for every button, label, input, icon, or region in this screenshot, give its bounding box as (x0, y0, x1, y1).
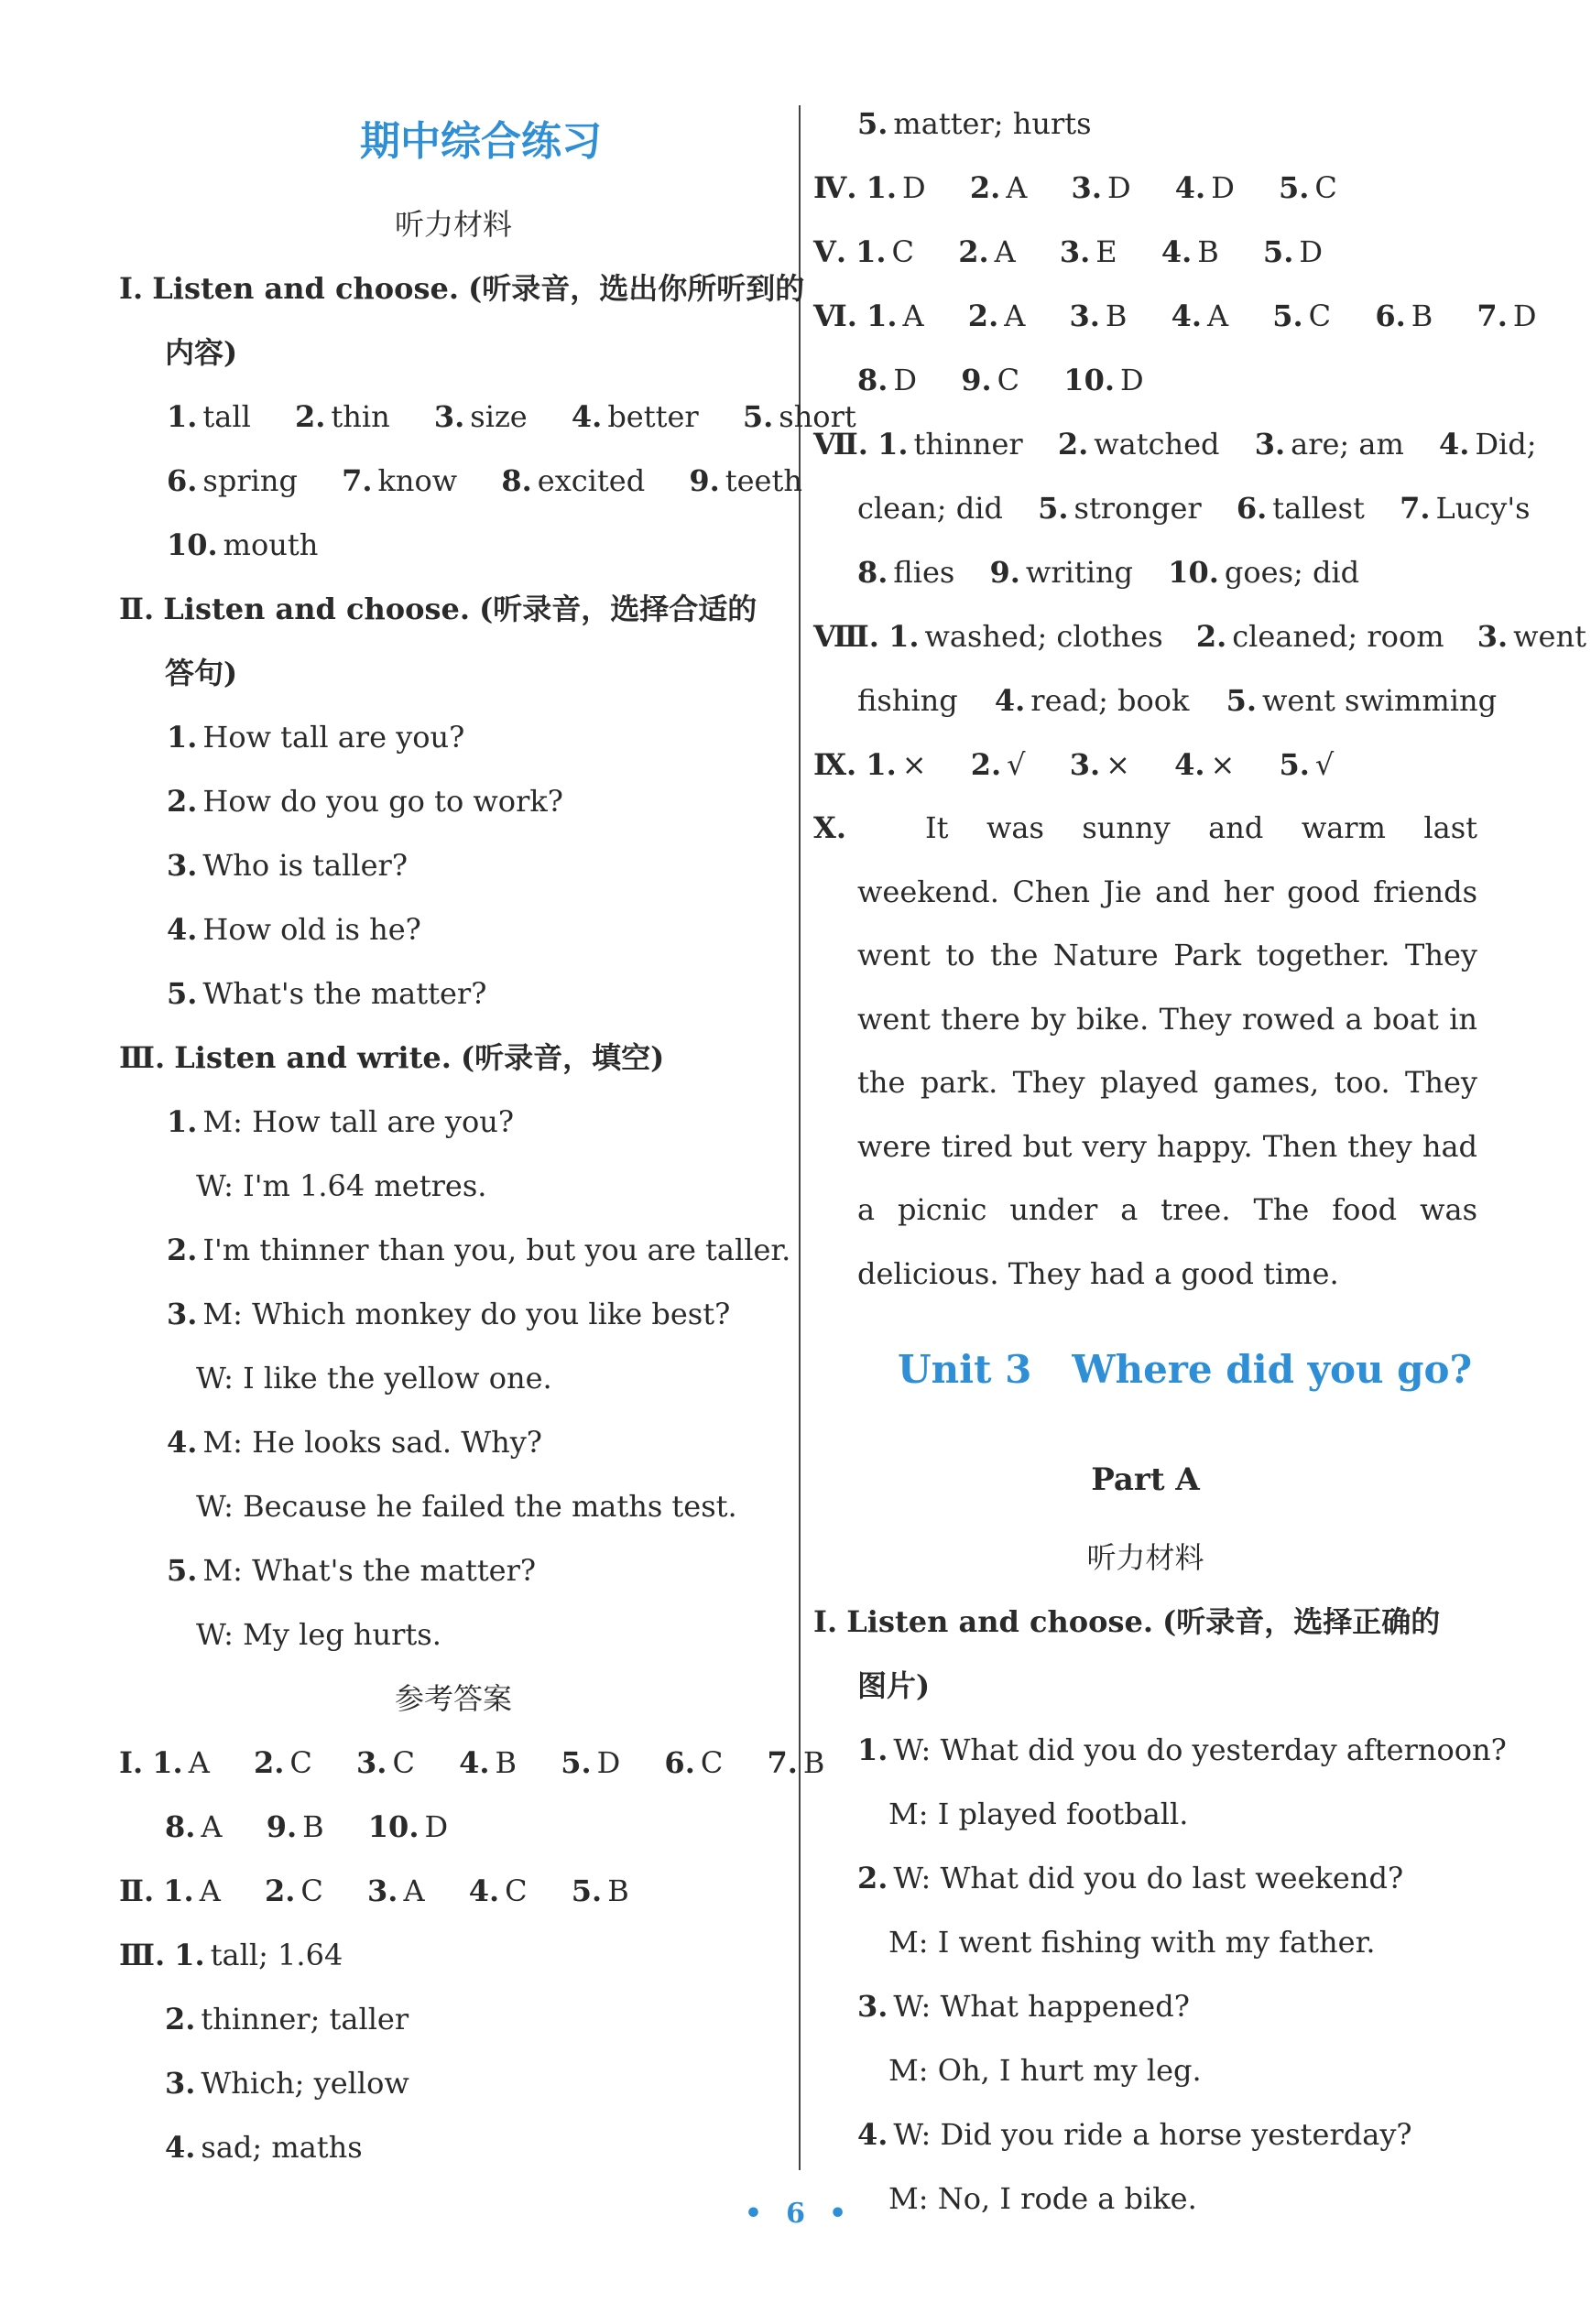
item-number: 4. (1174, 170, 1206, 205)
question-text: Who is taller? (202, 848, 408, 883)
item-number: 3. (356, 1745, 387, 1780)
item-number: 5. (1279, 747, 1310, 782)
dialog-line (119, 1154, 788, 1218)
answer: × (1106, 747, 1130, 782)
heading-en: Listen and choose. (846, 1604, 1153, 1639)
heading-en: Listen and write. (174, 1040, 452, 1075)
item-number: 8. (857, 363, 888, 397)
answer-row (813, 540, 1477, 604)
word: short (779, 399, 856, 434)
answer-row (813, 156, 1477, 220)
question-text: How tall are you? (202, 720, 465, 755)
item-number: 4. (1438, 427, 1470, 462)
word-row (119, 513, 788, 577)
item-number: 4. (1174, 747, 1205, 782)
item-number: 2. (969, 170, 1001, 205)
word: tall (202, 399, 251, 434)
question-text: What's the matter? (202, 976, 487, 1011)
answer: B (802, 1745, 825, 1780)
heading-cn: 图片) (857, 1668, 931, 1703)
page-number-value: 6 (786, 2198, 805, 2230)
answer: D (893, 363, 918, 397)
answer: watched (1094, 427, 1220, 462)
answer: C (891, 234, 915, 269)
answer: sad; maths (201, 2130, 363, 2165)
dialog-text: W: I'm 1.64 metres. (196, 1168, 487, 1203)
answer-row (813, 668, 1498, 733)
answer: B (302, 1809, 324, 1844)
dialog-text: W: What happened? (893, 1989, 1190, 2024)
item-number: 4. (167, 912, 198, 947)
item-number: 1. (888, 619, 920, 654)
answer: A (199, 1873, 221, 1908)
word: know (377, 463, 458, 498)
item-number: 9. (961, 363, 992, 397)
item-number: 8. (165, 1809, 196, 1844)
answer: Lucy's (1435, 491, 1531, 526)
item-number: 3. (1071, 170, 1102, 205)
word-row (119, 385, 856, 449)
item-number: 5. (1279, 170, 1310, 205)
item-number: 9. (989, 555, 1020, 590)
answer-row (119, 1987, 788, 2051)
item-number: 4. (167, 1425, 198, 1460)
item-number: 2. (958, 234, 989, 269)
heading-cn: 内容) (165, 335, 238, 370)
item-number: 3. (167, 848, 198, 883)
item-number: 6. (167, 463, 198, 498)
unit-label: Unit 3 (898, 1347, 1032, 1392)
item-number: 3. (165, 2066, 196, 2101)
item-number: 2. (253, 1745, 285, 1780)
heading-en: Listen and choose. (152, 271, 459, 306)
item-number: 2. (967, 299, 999, 333)
item-number: 3. (1069, 299, 1100, 333)
dialog-text: M: I played football. (888, 1797, 1189, 1831)
item-number: 1. (877, 427, 909, 462)
item-number: 2. (167, 784, 198, 819)
word: spring (202, 463, 298, 498)
item-number: 1. (167, 720, 198, 755)
heading-cn: 答句) (165, 656, 238, 690)
item-number: 3. (1069, 747, 1101, 782)
answer: washed; clothes (924, 619, 1163, 654)
heading-cn: (听录音，选择正确的 (1162, 1604, 1441, 1639)
dialog-text: W: I like the yellow one. (196, 1361, 552, 1395)
answer: C (289, 1745, 312, 1780)
answer: Which; yellow (201, 2066, 409, 2101)
roman-numeral: Ⅰ. (813, 1604, 838, 1639)
answer-row (813, 604, 1586, 668)
answer: D (1512, 299, 1537, 333)
answer: fishing (857, 683, 958, 718)
item-number: 1. (167, 399, 198, 434)
dialog-text: M: What's the matter? (202, 1553, 537, 1588)
item-number: 6. (1375, 299, 1406, 333)
question-text: How do you go to work? (202, 784, 563, 819)
dot-icon: • (828, 2198, 847, 2230)
answer: A (994, 234, 1016, 269)
roman-numeral: Ⅲ. (119, 1040, 166, 1075)
item-number: 7. (1477, 299, 1508, 333)
dialog-line (119, 1218, 791, 1282)
answer: √ (1314, 747, 1335, 782)
item-number: 2. (294, 399, 326, 434)
answer: read; book (1030, 683, 1190, 718)
answer: D (1106, 170, 1131, 205)
word: teeth (725, 463, 802, 498)
answer: are; am (1291, 427, 1404, 462)
dialog-text: W: Did you ride a horse yesterday? (893, 2117, 1412, 2152)
item-number: 5. (167, 1553, 198, 1588)
essay-answer (813, 797, 1477, 1306)
roman-numeral: Ⅰ. (119, 1745, 144, 1780)
answer: C (505, 1873, 528, 1908)
item-number: 2. (857, 1861, 888, 1895)
item-number: 4. (468, 1873, 500, 1908)
heading-cn: (听录音，填空) (461, 1040, 665, 1075)
answer: C (300, 1873, 323, 1908)
section-title: 期中综合练习 (360, 118, 602, 165)
item-number: 9. (689, 463, 720, 498)
sec1-heading (119, 256, 805, 320)
dialog-line (813, 1782, 1477, 1846)
answer: B (495, 1745, 518, 1780)
item-number: 4. (571, 399, 603, 434)
answer: flies (893, 555, 955, 590)
item-number: 6. (1236, 491, 1268, 526)
question-line (119, 769, 788, 833)
item-number: 1. (855, 234, 887, 269)
answer: C (1308, 299, 1332, 333)
item-number: 5. (167, 976, 198, 1011)
item-number: 2. (1057, 427, 1089, 462)
dialog-line (119, 1602, 788, 1667)
word: better (607, 399, 699, 434)
item-number: 3. (857, 1989, 888, 2024)
roman-numeral: Ⅵ. (813, 299, 857, 333)
answer: A (188, 1745, 210, 1780)
item-number: 3. (1254, 427, 1286, 462)
item-number: 8. (501, 463, 532, 498)
answer: goes; did (1224, 555, 1360, 590)
answer-row (119, 1923, 788, 1987)
essay-text (857, 797, 1477, 1306)
dialog-text: M: No, I rode a bike. (888, 2181, 1197, 2216)
item-number: 1. (174, 1938, 205, 1972)
item-number: 10. (1063, 363, 1115, 397)
roman-numeral: Ⅹ. (813, 810, 846, 845)
dialog-text: M: Which monkey do you like best? (202, 1297, 731, 1331)
answer-row (813, 220, 1477, 284)
answer: A (201, 1809, 223, 1844)
sec2-heading-cont (119, 641, 788, 705)
question-line (119, 833, 788, 897)
answer: B (607, 1873, 629, 1908)
roman-numeral: Ⅸ. (813, 747, 857, 782)
page-number (0, 2198, 1591, 2230)
item-number: 1. (167, 1104, 198, 1139)
item-number: 1. (152, 1745, 183, 1780)
dialog-line (813, 2102, 1477, 2167)
answer-row (813, 476, 1531, 540)
unit-name: Where did you go? (1072, 1347, 1473, 1392)
roman-numeral: Ⅱ. (119, 592, 155, 626)
roman-numeral: Ⅷ. (813, 619, 879, 654)
answer: D (902, 170, 926, 205)
item-number: 10. (167, 527, 218, 562)
sec3-heading (119, 1026, 788, 1090)
item-number: 3. (367, 1873, 398, 1908)
roman-numeral: Ⅲ. (119, 1938, 166, 1972)
roman-numeral: Ⅰ. (119, 271, 144, 306)
answer: A (902, 299, 924, 333)
item-number: 7. (767, 1745, 798, 1780)
answer: went swimming (1262, 683, 1498, 718)
item-number: 4. (1161, 234, 1193, 269)
answer: √ (1007, 747, 1026, 782)
dialog-text: I'm thinner than you, but you are taller. (202, 1233, 791, 1267)
roman-numeral: Ⅳ. (813, 170, 857, 205)
item-number: 2. (1195, 619, 1227, 654)
dialog-line (813, 2038, 1477, 2102)
answer: D (1119, 363, 1144, 397)
word: size (470, 399, 528, 434)
item-number: 2. (167, 1233, 198, 1267)
item-number: 4. (1171, 299, 1202, 333)
word: excited (537, 463, 646, 498)
dialog-line (119, 1538, 788, 1602)
roman-numeral: Ⅴ. (813, 234, 846, 269)
item-number: 4. (994, 683, 1026, 718)
part-heading: Part A (1091, 1461, 1200, 1498)
answer: D (1299, 234, 1323, 269)
answer: C (700, 1745, 724, 1780)
answer: × (1210, 747, 1236, 782)
item-number: 5. (1038, 491, 1069, 526)
answer: × (901, 747, 927, 782)
item-number: 3. (1477, 619, 1509, 654)
dialog-text: W: What did you do last weekend? (893, 1861, 1404, 1895)
answer-row (813, 92, 1477, 156)
heading-cn: (听录音，选出你所听到的 (468, 271, 805, 306)
item-number: 1. (163, 1873, 194, 1908)
answer: C (997, 363, 1020, 397)
answer: D (596, 1745, 621, 1780)
dialog-line (119, 1282, 788, 1346)
item-number: 10. (367, 1809, 420, 1844)
answer: B (1105, 299, 1128, 333)
dialog-text: M: I went fishing with my father. (888, 1925, 1376, 1960)
answer: E (1095, 234, 1117, 269)
dialog-line (119, 1410, 788, 1474)
dialog-line (119, 1346, 788, 1410)
dialog-text: W: Because he failed the maths test. (196, 1489, 737, 1524)
dialog-text: M: He looks sad. Why? (202, 1425, 542, 1460)
item-number: 5. (742, 399, 774, 434)
answer: writing (1025, 555, 1134, 590)
item-number: 1. (866, 299, 898, 333)
answer: A (1006, 170, 1028, 205)
dialog-text: M: Oh, I hurt my leg. (888, 2053, 1202, 2088)
answer: tall; 1.64 (210, 1938, 343, 1972)
item-number: 5. (1262, 234, 1294, 269)
answer: thinner; taller (201, 2002, 409, 2036)
item-number: 5. (1226, 683, 1258, 718)
answer: D (424, 1809, 449, 1844)
answer: B (1411, 299, 1433, 333)
item-number: 10. (1168, 555, 1219, 590)
question-line (119, 961, 788, 1026)
answer-row (119, 1731, 825, 1795)
item-number: 9. (266, 1809, 298, 1844)
item-number: 1. (866, 170, 898, 205)
answer: A (403, 1873, 425, 1908)
item-number: 8. (857, 555, 888, 590)
right-column (813, 92, 1586, 2231)
dialog-line (813, 1974, 1477, 2038)
answer: D (1211, 170, 1235, 205)
item-number: 5. (571, 1873, 603, 1908)
item-number: 5. (1272, 299, 1303, 333)
roman-numeral: Ⅱ. (119, 1873, 155, 1908)
answer: matter; hurts (893, 106, 1092, 141)
item-number: 4. (857, 2117, 888, 2152)
answer: went (1513, 619, 1586, 654)
answer: clean; did (857, 491, 1003, 526)
item-number: 4. (165, 2130, 196, 2165)
roman-numeral: Ⅶ. (813, 427, 868, 462)
item-number: 3. (1059, 234, 1091, 269)
answer-row (119, 1859, 788, 1923)
answer-row (813, 733, 1477, 797)
heading-en: Listen and choose. (163, 592, 470, 626)
dot-icon: • (744, 2198, 763, 2230)
item-number: 1. (857, 1732, 888, 1767)
answer-row (813, 284, 1537, 348)
answer-row (813, 348, 1477, 412)
question-line (119, 897, 788, 961)
item-number: 3. (167, 1297, 198, 1331)
item-number: 2. (970, 747, 1002, 782)
answer: C (1314, 170, 1337, 205)
sec1-heading-cont (813, 1654, 1477, 1718)
dialog-line (119, 1474, 788, 1538)
question-text: How old is he? (202, 912, 421, 947)
item-number: 2. (264, 1873, 296, 1908)
answer: C (392, 1745, 415, 1780)
item-number: 7. (1400, 491, 1431, 526)
dialog-text: W: My leg hurts. (196, 1617, 441, 1652)
answer-row (813, 412, 1537, 476)
answer: tallest (1272, 491, 1365, 526)
answer: stronger (1073, 491, 1202, 526)
listening-heading: 听力材料 (1086, 1540, 1204, 1575)
word: mouth (223, 527, 319, 562)
answer-row (119, 1795, 788, 1859)
dialog-line (813, 1718, 1507, 1782)
answer: cleaned; room (1232, 619, 1444, 654)
item-number: 5. (561, 1745, 592, 1780)
word: thin (331, 399, 390, 434)
dialog-text: W: What did you do yesterday afternoon? (893, 1732, 1507, 1767)
listening-heading: 听力材料 (394, 207, 512, 242)
answer: Did; (1475, 427, 1537, 462)
answer: A (1004, 299, 1026, 333)
item-number: 1. (866, 747, 897, 782)
item-number: 4. (459, 1745, 490, 1780)
sec1-heading (813, 1590, 1477, 1654)
item-number: 2. (165, 2002, 196, 2036)
essay-body: It was sunny and warm last weekend. Chen Jie and her good friends went to the Nature Park together. They went there by bike. They rowed a boat in the park. They played games, too. They were tired but very happy. Then they had a picnic under a tree. The food was delicious. They had a good time. (857, 810, 1477, 1291)
item-number: 3. (433, 399, 465, 434)
dialog-line (813, 1846, 1477, 1910)
item-number: 5. (857, 106, 888, 141)
sec2-heading (119, 577, 788, 641)
heading-cn: (听录音，选择合适的 (479, 592, 757, 626)
answer: thinner (913, 427, 1023, 462)
answer: A (1206, 299, 1229, 333)
dialog-text: M: How tall are you? (202, 1104, 515, 1139)
answers-heading: 参考答案 (394, 1681, 512, 1716)
answer-row (119, 2115, 788, 2179)
word-row (119, 449, 802, 513)
question-line (119, 705, 788, 769)
dialog-line (119, 1090, 788, 1154)
answer-row (119, 2051, 788, 2115)
unit-title (813, 1306, 1477, 1434)
sec1-heading-cont (119, 320, 788, 385)
answer: B (1197, 234, 1219, 269)
item-number: 6. (664, 1745, 695, 1780)
item-number: 7. (342, 463, 373, 498)
dialog-line (813, 1910, 1477, 1974)
